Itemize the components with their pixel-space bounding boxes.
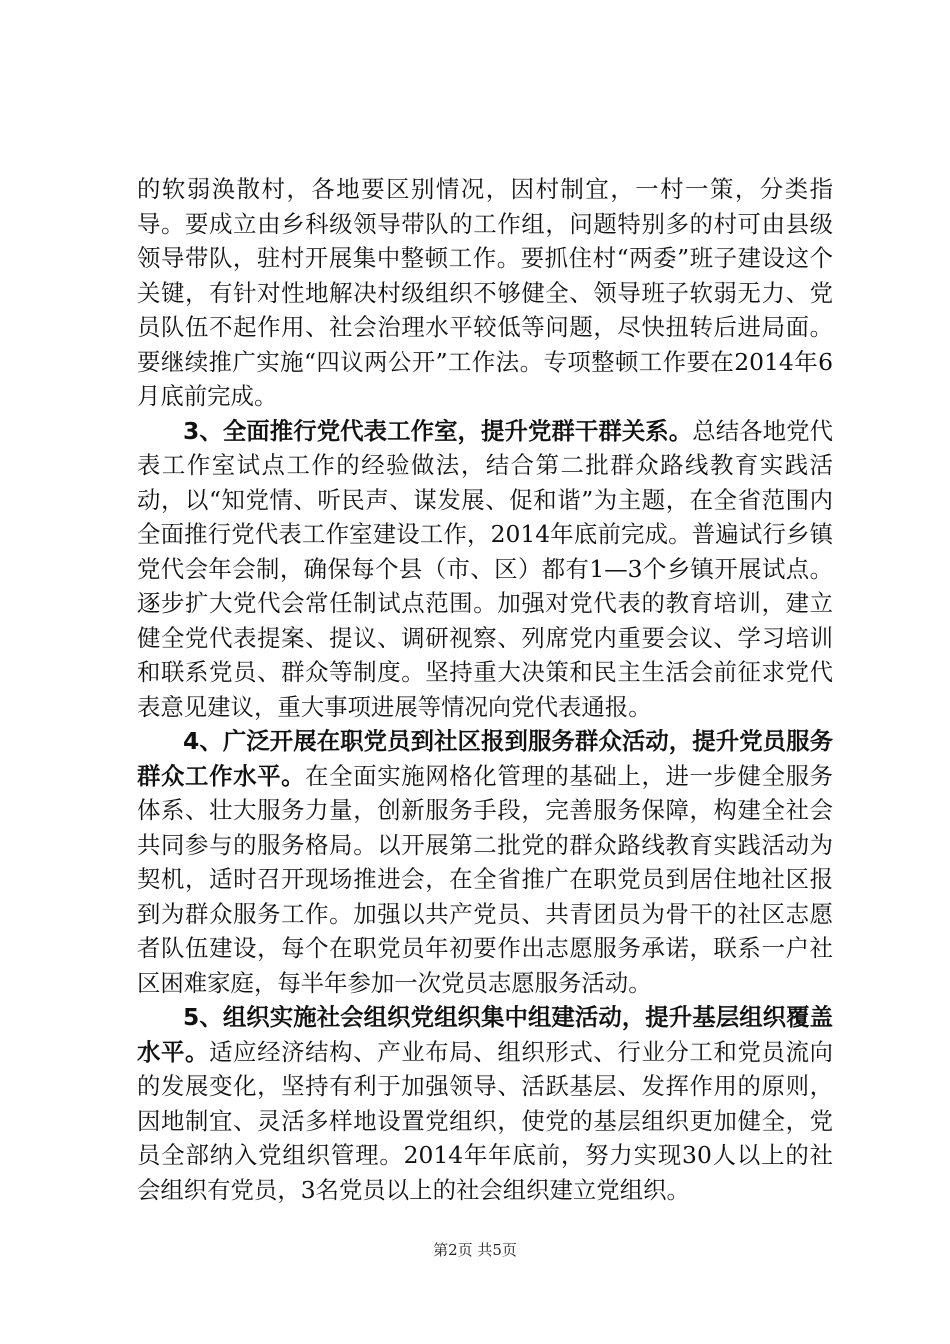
- paragraph-heading: 5、组织实施社会组织党组织集中组建活动，提升基层组织覆盖水平。: [137, 1003, 833, 1066]
- paragraph-item-4: [137, 724, 833, 1000]
- page-number-label: 第2页 共5页: [433, 1241, 517, 1259]
- paragraph-heading: 3、全面推行党代表工作室，提升党群干群关系。: [183, 416, 693, 445]
- paragraph-text: 总结各地党代表工作室试点工作的经验做法，结合第二批群众路线教育实践活动，以“知党情、听民声、谋发展、促和谐”为主题，在全省范围内全面推行党代表工作室建设工作，2014年底前完成。普遍试行乡镇党代会年会制，确保每个县（市、区）都有1—3个乡镇开展试点。逐步扩大党代会常任制试点范围。加强对党代表的教育培训，建立健全党代表提案、提议、调研视察、列席党内重要会议、学习培训和联系党员、群众等制度。坚持重大决策和民主生活会前征求党代表意见建议，重大事项进展等情况向党代表通报。: [137, 416, 833, 721]
- paragraph-text: 在全面实施网格化管理的基础上，进一步健全服务体系、壮大服务力量，创新服务手段，完善服务保障，构建全社会共同参与的服务格局。以开展第二批党的群众路线教育实践活动为契机，适时召开现场推进会，在全省推广在职党员到居住地社区报到为群众服务工作。加强以共产党员、共青团员为骨干的社区志愿者队伍建设，每个在职党员年初要作出志愿服务承诺，联系一户社区困难家庭，每半年参加一次党员志愿服务活动。: [137, 761, 834, 997]
- paragraph-item-3: [137, 414, 833, 725]
- paragraph-heading: 4、广泛开展在职党员到社区报到服务群众活动，提升党员服务群众工作水平。: [137, 727, 833, 790]
- paragraph-text: 的软弱涣散村，各地要区别情况，因村制宜，一村一策，分类指导。要成立由乡科级领导带队的工作组，问题特别多的村可由县级领导带队，驻村开展集中整顿工作。要抓住村“两委”班子建设这个关键，有针对性地解决村级组织不够健全、领导班子软弱无力、党员队伍不起作用、社会治理水平较低等问题，尽快扭转后进局面。要继续推广实施“四议两公开”工作法。专项整顿工作要在2014年6月底前完成。: [137, 175, 833, 410]
- document-body: [137, 172, 833, 1207]
- paragraph-continuation: [137, 172, 833, 414]
- paragraph-text: 适应经济结构、产业布局、组织形式、行业分工和党员流向的发展变化，坚持有利于加强领导、活跃基层、发挥作用的原则，因地制宜、灵活多样地设置党组织，使党的基层组织更加健全，党员全部纳入党组织管理。2014年年底前，努力实现30人以上的社会组织有党员，3名党员以上的社会组织建立党组织。: [137, 1037, 834, 1204]
- page-footer: [0, 1240, 950, 1260]
- paragraph-item-5: [137, 1000, 833, 1207]
